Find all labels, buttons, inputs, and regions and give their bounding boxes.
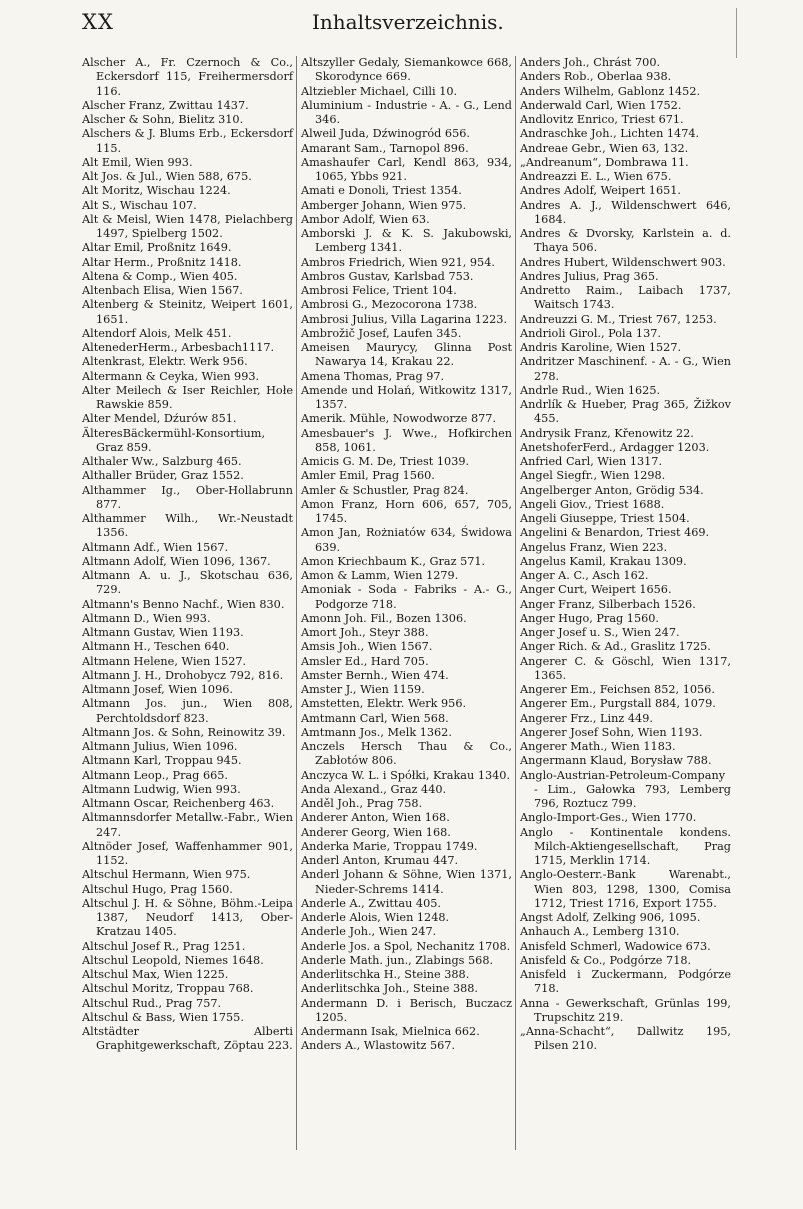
index-entry: Angerer Frz., Linz 449.: [520, 711, 653, 725]
index-entry: Andrlík & Hueber, Prag 365, Žižkov 455.: [520, 398, 731, 426]
index-entry: Altenbach Elisa, Wien 1567.: [82, 284, 243, 297]
index-entry: Anděl Joh., Prag 758.: [301, 797, 423, 810]
index-entry: AnetshoferFerd., Ardagger 1203.: [520, 440, 710, 454]
index-entry: Altenkrast, Elektr. Werk 956.: [82, 355, 248, 369]
index-entry: Altmann Adf., Wien 1567.: [82, 540, 229, 554]
index-entry: Andrysik Franz, Křenowitz 22.: [520, 426, 694, 440]
index-entry: Angeli Giov., Triest 1688.: [520, 497, 665, 511]
index-entry: Anderle Joh., Wien 247.: [301, 925, 437, 939]
index-entry: Amashaufer Carl, Kendl 863, 934, 1065, Ybbs 921.: [301, 155, 512, 183]
index-entry: Alscher & Sohn, Bielitz 310.: [82, 113, 244, 126]
index-entry: Altmann Karl, Troppau 945.: [82, 754, 242, 768]
index-entry: Altenberg & Steinitz, Weipert 1601, 1651.: [82, 298, 293, 326]
index-entry: Anderl Anton, Krumau 447.: [301, 854, 459, 867]
index-entry: Altstädter Alberti Graphitgewerkschaft, Zöptau 223.: [82, 1025, 293, 1053]
index-entry: Anderle Jos. a Spol, Nechanitz 1708.: [301, 939, 511, 953]
index-entry: Anisfeld i Zuckermann, Podgórze 718.: [520, 968, 731, 996]
index-entry: Altmann Jos. jun., Wien 808, Perchtoldsdorf 823.: [82, 697, 293, 725]
index-entry: Altschul Hugo, Prag 1560.: [82, 882, 233, 896]
index-entry: Anderka Marie, Troppau 1749.: [301, 839, 478, 853]
index-entry: Althaler Ww., Salzburg 465.: [82, 455, 242, 468]
page-number: XX: [82, 10, 114, 34]
index-entry: Andritzer Maschinenf. - A. - G., Wien 278.: [520, 355, 731, 383]
index-entry: Amonn Joh. Fil., Bozen 1306.: [301, 611, 467, 625]
index-entry: Amberger Johann, Wien 975.: [301, 198, 467, 212]
index-entry: Altmann H., Teschen 640.: [82, 640, 230, 654]
index-entry: Anderle Alois, Wien 1248.: [301, 911, 450, 924]
index-entry: Amerik. Mühle, Nowodworze 877.: [301, 412, 497, 426]
index-entry: Angerer Josef Sohn, Wien 1193.: [520, 725, 703, 739]
index-entry: Altar Herm., Proßnitz 1418.: [82, 255, 242, 269]
index-entry: Anger Hugo, Prag 1560.: [520, 611, 660, 625]
index-entry: „Anna-Schacht“, Dallwitz 195, Pilsen 210.: [520, 1025, 731, 1053]
index-entry: Angel Siegfr., Wien 1298.: [520, 469, 666, 483]
index-entry: Amarant Sam., Tarnopol 896.: [301, 141, 469, 155]
index-entry: Andreuzzi G. M., Triest 767, 1253.: [520, 312, 717, 326]
index-entry: Alweil Juda, Dźwinogród 656.: [301, 127, 470, 141]
index-entry: Andres Adolf, Weipert 1651.: [520, 184, 682, 198]
index-entry: Altschul Rud., Prag 757.: [82, 996, 222, 1010]
index-entry: Alt Jos. & Jul., Wien 588, 675.: [82, 170, 252, 183]
index-entry: Altmann Helene, Wien 1527.: [82, 654, 247, 668]
index-entry: Andretto Raim., Laibach 1737, Waitsch 1743.: [520, 284, 731, 312]
index-entry: Amesbauer's J. Wwe., Hofkirchen 858, 1061.: [301, 426, 512, 454]
index-entry: Amon & Lamm, Wien 1279.: [301, 569, 459, 582]
index-entry: Alt S., Wischau 107.: [82, 198, 197, 212]
index-entry: Anders A., Wlastowitz 567.: [301, 1039, 456, 1053]
index-entry: Alt Emil, Wien 993.: [82, 155, 193, 169]
index-entry: Amende und Holań, Witkowitz 1317, 1357.: [301, 383, 512, 411]
index-entry: Anglo-Import-Ges., Wien 1770.: [520, 811, 697, 825]
index-entry: Amicis G. M. De, Triest 1039.: [301, 455, 470, 468]
index-entry: Andlovitz Enrico, Triest 671.: [520, 113, 684, 126]
index-entry: Anger A. C., Asch 162.: [520, 569, 649, 582]
index-entry: Altmann D., Wien 993.: [82, 611, 211, 625]
index-entry: Altena & Comp., Wien 405.: [82, 269, 238, 283]
index-entry: Altmann Adolf, Wien 1096, 1367.: [82, 554, 271, 568]
index-entry: Anger Rich. & Ad., Graslitz 1725.: [520, 640, 711, 654]
index-entry: Altmann Jos. & Sohn, Reinowitz 39.: [82, 725, 286, 739]
index-entry: Anderlitschka Joh., Steine 388.: [301, 982, 479, 996]
index-entry: Altar Emil, Proßnitz 1649.: [82, 241, 232, 255]
index-entry: Anglo-Austrian-Petroleum-Company - Lim., Gałowka 793, Lemberg 796, Roztucz 799.: [520, 768, 731, 810]
index-entry: AltenederHerm., Arbesbach1117.: [82, 341, 275, 354]
index-entry: Anger Curt, Weipert 1656.: [520, 583, 672, 597]
index-entry: Altmannsdorfer Metallw.-Fabr., Wien 247.: [82, 811, 293, 839]
index-entry: Althaller Brüder, Graz 1552.: [82, 469, 244, 483]
index-entry: Altmann A. u. J., Skotschau 636, 729.: [82, 569, 293, 597]
index-entry: Altziebler Michael, Cilli 10.: [301, 84, 458, 98]
index-entry: Amborski J. & K. S. Jakubowski, Lemberg 1341.: [301, 227, 512, 255]
index-entry: Altschul & Bass, Wien 1755.: [82, 1010, 244, 1024]
index-entry: Anisfeld & Co., Podgórze 718.: [520, 953, 692, 967]
index-entry: Anderl Johann & Söhne, Wien 1371, Nieder-Schrems 1414.: [301, 868, 512, 896]
index-entry: Ambrosi Felice, Trient 104.: [301, 284, 457, 297]
index-entry: Amler Emil, Prag 1560.: [301, 469, 435, 483]
index-entry: Ambrosi Julius, Villa Lagarina 1223.: [301, 312, 508, 326]
index-entry: Ambros Gustav, Karlsbad 753.: [301, 269, 474, 283]
index-entry: Andres Hubert, Wildenschwert 903.: [520, 255, 726, 269]
index-entry: Altendorf Alois, Melk 451.: [82, 326, 232, 340]
index-entry: Anger Josef u. S., Wien 247.: [520, 626, 680, 639]
index-entry: Anczels Hersch Thau & Co., Zabłotów 806.: [301, 740, 512, 768]
index-entry: Altschul J. H. & Söhne, Böhm.-Leipa 1387, Neudorf 1413, Ober-Kratzau 1405.: [82, 896, 293, 939]
index-entry: Amon Jan, Rożniatów 634, Świdowa 639.: [301, 526, 512, 554]
index-entry: Andres A. J., Wildenschwert 646, 1684.: [520, 198, 731, 226]
index-entry: Altmann Gustav, Wien 1193.: [82, 626, 244, 639]
index-entry: Amon Franz, Horn 606, 657, 705, 1745.: [301, 497, 512, 525]
index-entry: Amtmann Carl, Wien 568.: [301, 711, 449, 725]
index-entry: Angelberger Anton, Grödig 534.: [520, 483, 704, 497]
index-entry: Angelus Franz, Wien 223.: [520, 540, 668, 554]
index-column-1: [82, 56, 293, 1186]
index-entry: Anfried Carl, Wien 1317.: [520, 455, 663, 468]
index-entry: Angerer Em., Feichsen 852, 1056.: [520, 683, 715, 696]
index-entry: Anderle Math. jun., Zlabings 568.: [301, 953, 494, 967]
index-columns: [82, 56, 732, 1186]
index-entry: Anna - Gewerkschaft, Grünlas 199, Trupschitz 219.: [520, 996, 731, 1024]
index-entry: Ameisen Maurycy, Glinna Post Nawarya 14, Krakau 22.: [301, 341, 512, 369]
index-entry: Anderlitschka H., Steine 388.: [301, 968, 470, 981]
index-entry: Alt & Meisl, Wien 1478, Pielachberg 1497, Spielberg 1502.: [82, 212, 293, 240]
index-column-3: [520, 56, 731, 1186]
index-entry: Andraschke Joh., Lichten 1474.: [520, 127, 700, 141]
index-entry: Angerer C. & Göschl, Wien 1317, 1365.: [520, 654, 731, 682]
index-entry: Altmann's Benno Nachf., Wien 830.: [82, 597, 285, 611]
index-entry: Altszyller Gedaly, Siemankowce 668, Skorodynce 669.: [301, 56, 512, 84]
index-entry: Althammer Ig., Ober-Hollabrunn 877.: [82, 483, 293, 511]
index-entry: Ambrožič Josef, Laufen 345.: [301, 326, 462, 340]
index-entry: Andris Karoline, Wien 1527.: [520, 341, 682, 354]
index-entry: Althammer Wilh., Wr.-Neustadt 1356.: [82, 512, 293, 540]
index-entry: Anisfeld Schmerl, Wadowice 673.: [520, 939, 711, 953]
index-entry: Amstetten, Elektr. Werk 956.: [301, 697, 467, 711]
index-entry: Anders Rob., Oberlaa 938.: [520, 70, 672, 84]
index-entry: Angelus Kamil, Krakau 1309.: [520, 554, 687, 568]
index-entry: Amster Bernh., Wien 474.: [301, 668, 449, 682]
page-title: Inhaltsverzeichnis.: [312, 10, 504, 34]
index-entry: Angeli Giuseppe, Triest 1504.: [520, 512, 690, 525]
index-entry: Alter Mendel, Dźurów 851.: [82, 412, 237, 426]
index-entry: Altschul Hermann, Wien 975.: [82, 868, 251, 882]
index-entry: Ambros Friedrich, Wien 921, 954.: [301, 255, 495, 269]
index-entry: Anda Alexand., Graz 440.: [301, 782, 447, 796]
index-entry: Altmann Josef, Wien 1096.: [82, 683, 233, 696]
index-entry: Amati e Donoli, Triest 1354.: [301, 184, 462, 198]
index-entry: Alschers & J. Blums Erb., Eckersdorf 115.: [82, 127, 293, 155]
index-entry: Angerer Math., Wien 1183.: [520, 740, 676, 753]
index-entry: Alscher Franz, Zwittau 1437.: [82, 98, 249, 112]
index-entry: Altschul Leopold, Niemes 1648.: [82, 953, 264, 967]
index-entry: Amtmann Jos., Melk 1362.: [301, 725, 452, 739]
index-entry: Anderwald Carl, Wien 1752.: [520, 98, 682, 112]
index-entry: Andres & Dvorsky, Karlstein a. d. Thaya 506.: [520, 227, 731, 255]
index-column-2: [301, 56, 512, 1186]
index-entry: Altschul Josef R., Prag 1251.: [82, 939, 246, 953]
index-entry: Andrioli Girol., Pola 137.: [520, 326, 661, 340]
index-entry: Angst Adolf, Zelking 906, 1095.: [520, 911, 701, 924]
index-entry: Altnöder Josef, Waffenhammer 901, 1152.: [82, 839, 293, 867]
index-entry: Andermann Isak, Mielnica 662.: [301, 1025, 480, 1038]
index-entry: ÄlteresBäckermühl-Konsortium, Graz 859.: [82, 426, 266, 454]
index-entry: Anczyca W. L. i Spółki, Krakau 1340.: [301, 768, 511, 782]
index-entry: Altmann J. H., Drohobycz 792, 816.: [82, 668, 284, 682]
index-entry: Alt Moritz, Wischau 1224.: [82, 184, 231, 198]
index-entry: Anglo-Oesterr.-Bank Warenabt., Wien 803, 1298, 1300, Comisa 1712, Triest 1716, Export 1755.: [520, 868, 731, 910]
index-entry: Anger Franz, Silberbach 1526.: [520, 597, 696, 611]
index-entry: Andres Julius, Prag 365.: [520, 269, 659, 283]
index-entry: Altschul Moritz, Troppau 768.: [82, 982, 254, 996]
index-entry: Altschul Max, Wien 1225.: [82, 968, 229, 981]
index-entry: Anderle A., Zwittau 405.: [301, 896, 441, 910]
index-entry: Andrle Rud., Wien 1625.: [520, 383, 661, 397]
index-entry: Angerer Em., Purgstall 884, 1079.: [520, 697, 716, 711]
index-entry: Ambrosi G., Mezocorona 1738.: [301, 298, 478, 312]
page-edge-mark: [736, 8, 737, 58]
index-entry: Aluminium - Industrie - A. - G., Lend 346.: [301, 98, 512, 126]
index-entry: Angelini & Benardon, Triest 469.: [520, 526, 710, 540]
index-entry: Altmann Leop., Prag 665.: [82, 768, 228, 782]
index-entry: Ambor Adolf, Wien 63.: [301, 212, 430, 226]
index-entry: Amort Joh., Steyr 388.: [301, 626, 429, 639]
index-entry: Alter Meilech & Iser Reichler, Hołe Rawskie 859.: [82, 383, 293, 411]
index-entry: Andreazzi E. L., Wien 675.: [520, 170, 672, 183]
index-entry: Anderer Georg, Wien 168.: [301, 825, 451, 839]
index-entry: Altermann & Ceyka, Wien 993.: [82, 369, 260, 383]
index-entry: Amster J., Wien 1159.: [301, 683, 425, 696]
index-entry: Amoniak - Soda - Fabriks - A.- G., Podgorze 718.: [301, 583, 512, 611]
index-entry: Amon Kriechbaum K., Graz 571.: [301, 554, 486, 568]
index-entry: Altmann Ludwig, Wien 993.: [82, 782, 241, 796]
index-entry: Anders Wilhelm, Gablonz 1452.: [520, 84, 701, 98]
index-entry: Andermann D. i Berisch, Buczacz 1205.: [301, 996, 512, 1024]
index-entry: Amler & Schustler, Prag 824.: [301, 483, 469, 497]
index-entry: Anders Joh., Chrást 700.: [520, 56, 661, 69]
index-entry: Alscher A., Fr. Czernoch & Co., Eckersdorf 115, Freihermersdorf 116.: [82, 56, 293, 98]
index-entry: Amena Thomas, Prag 97.: [301, 369, 445, 383]
index-entry: Anglo - Kontinentale kondens. Milch-Aktiengesellschaft, Prag 1715, Merklin 1714.: [520, 825, 731, 867]
index-entry: Altmann Julius, Wien 1096.: [82, 740, 238, 753]
index-entry: „Andreanum“, Dombrawa 11.: [520, 155, 689, 169]
index-entry: Altmann Oscar, Reichenberg 463.: [82, 797, 275, 810]
index-entry: Anhauch A., Lemberg 1310.: [520, 925, 680, 939]
index-entry: Angermann Klaud, Borysław 788.: [520, 754, 712, 768]
index-entry: Amsis Joh., Wien 1567.: [301, 640, 433, 654]
index-entry: Anderer Anton, Wien 168.: [301, 811, 450, 825]
index-entry: Amsler Ed., Hard 705.: [301, 654, 429, 668]
index-entry: Andreae Gebr., Wien 63, 132.: [520, 141, 689, 155]
